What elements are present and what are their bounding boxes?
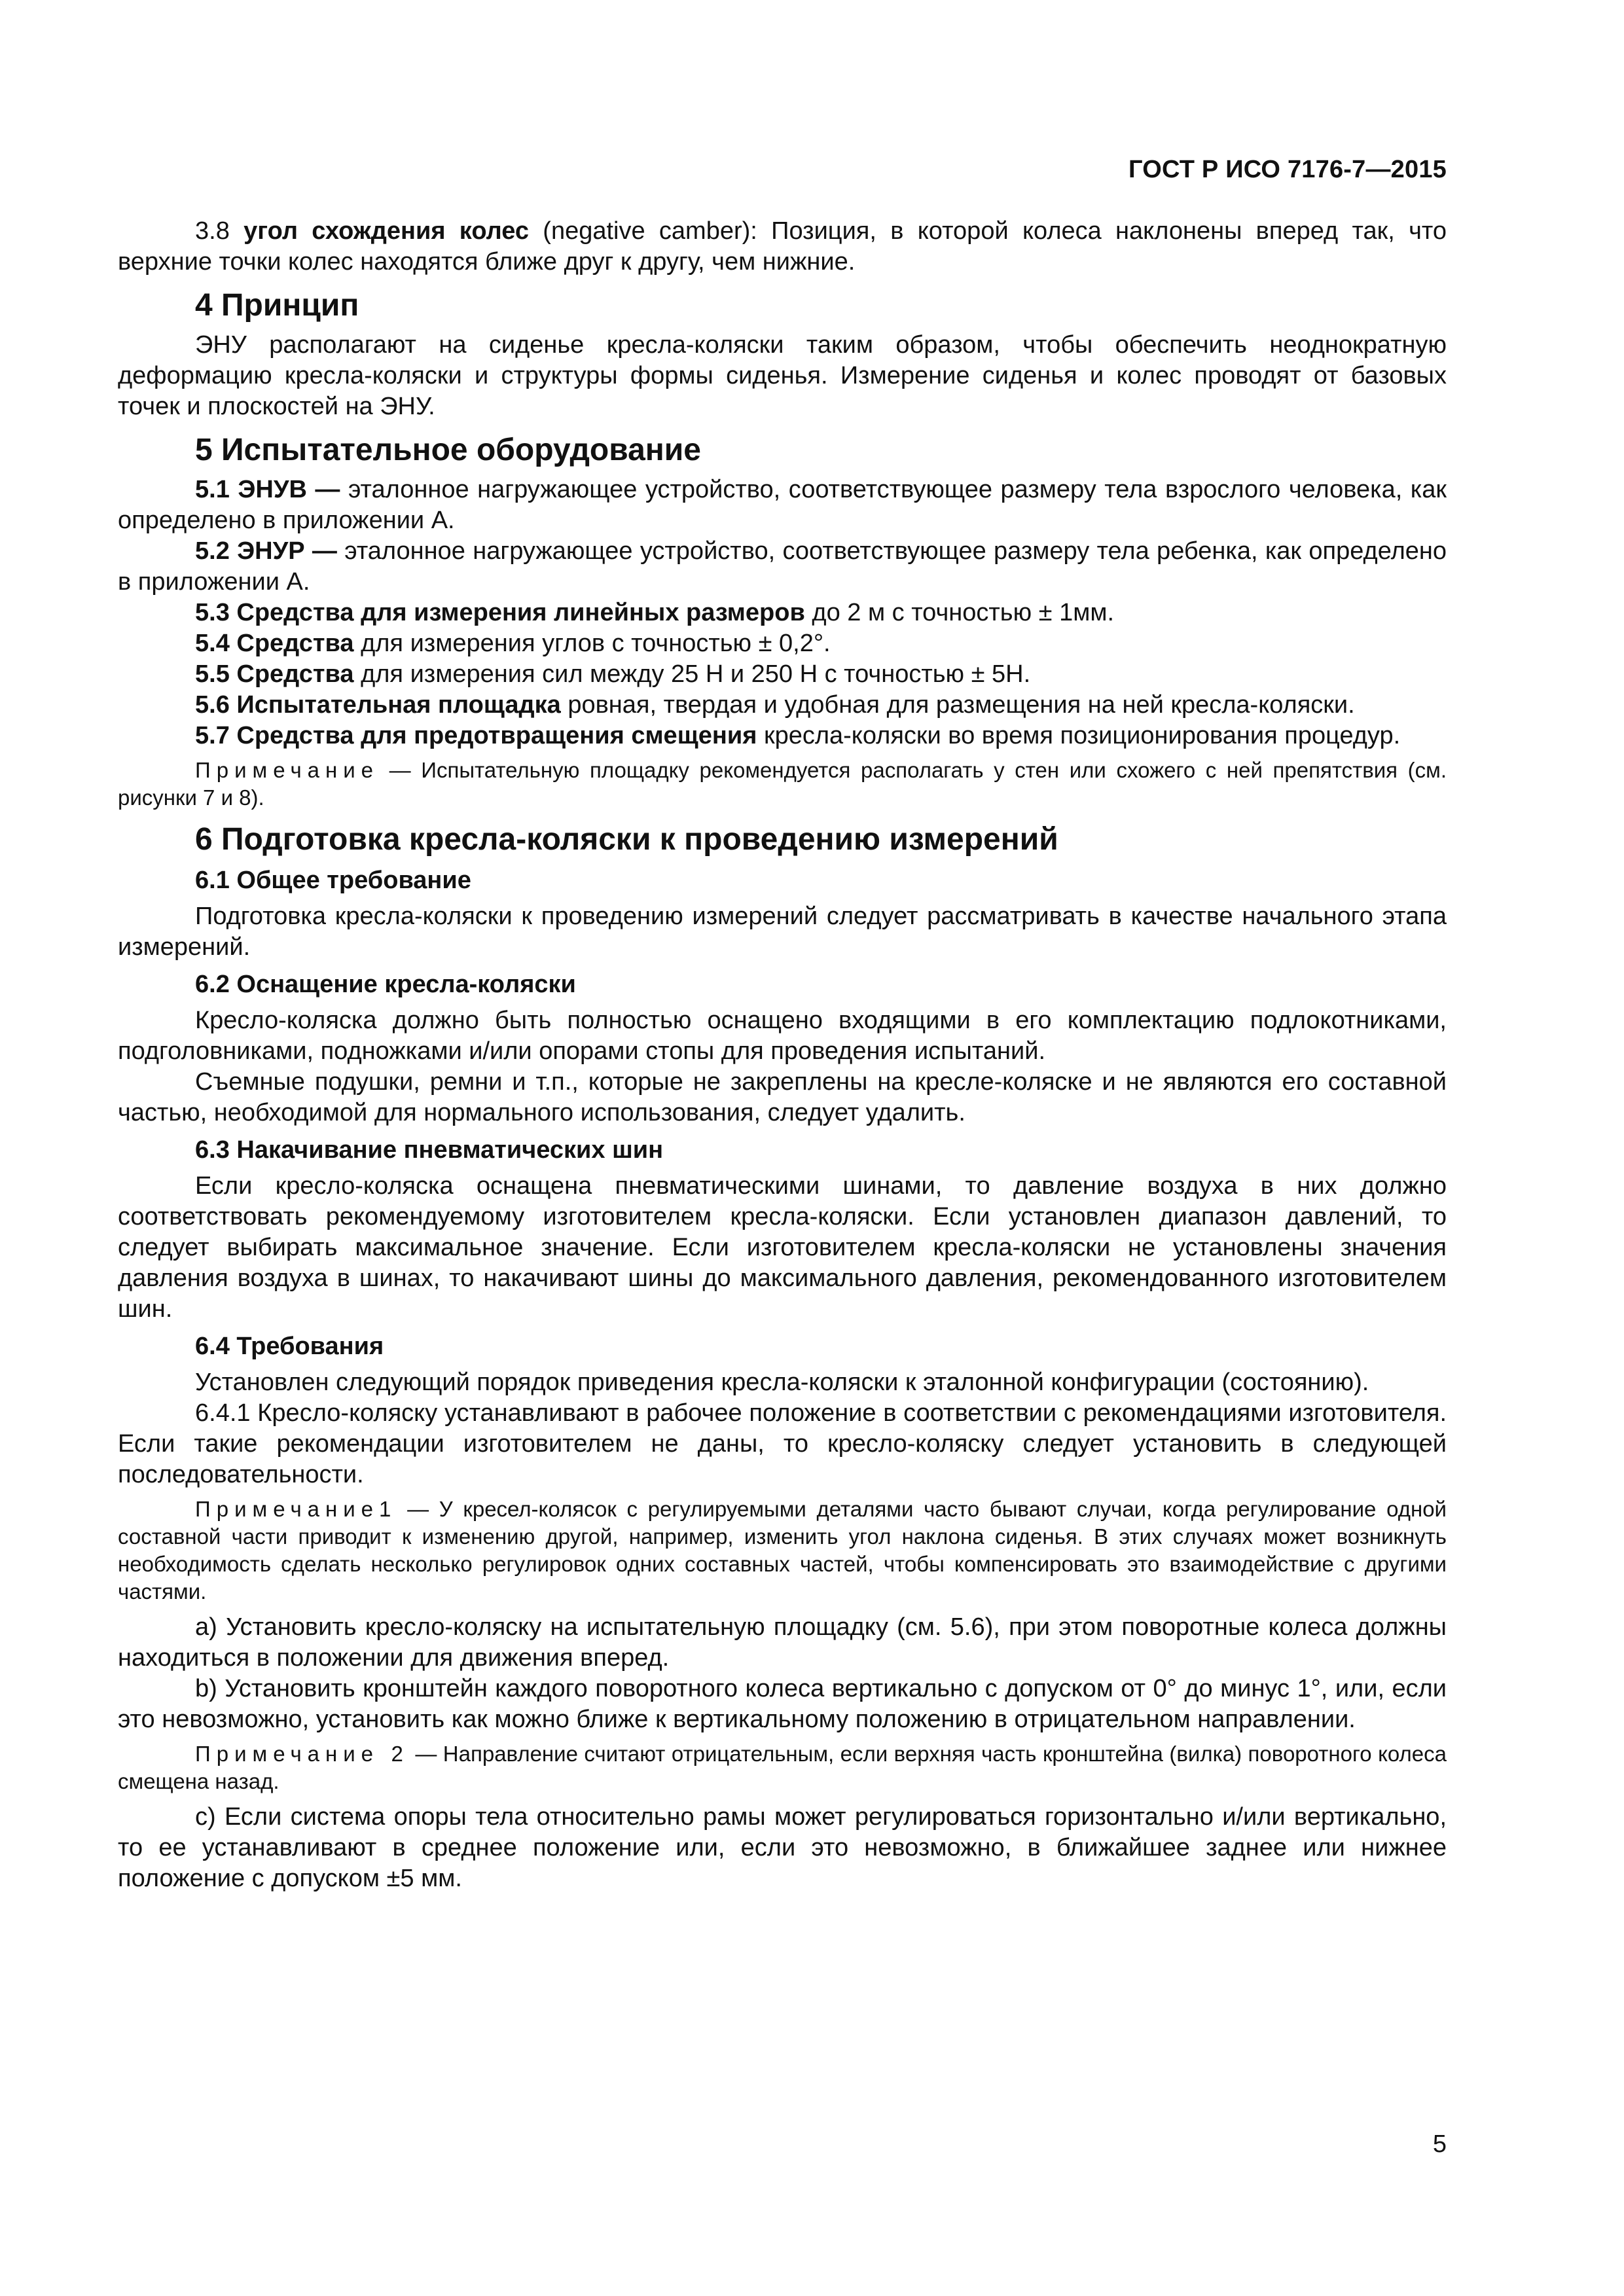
clause-5-4: [118, 628, 1447, 659]
subsection-6-2-text-2: Съемные подушки, ремни и т.п., которые не закреплены на кресле-коляске и не являются его составной частью, необходимой для нормального использования, следует удалить.: [118, 1068, 1447, 1126]
clause-title: 5.2 ЭНУР —: [195, 537, 337, 565]
clause-5-1: [118, 475, 1447, 536]
list-item-c: с) Если система опоры тела относительно рамы может регулироваться горизонтально и/или вертикально, то ее устанавливают в среднее положение или, если это невозможно, в ближайшее заднее или нижнее положение с допуском ±5 мм.: [118, 1803, 1447, 1892]
note-label: Примечание: [195, 758, 380, 782]
clause-title: 5.1 ЭНУВ —: [195, 476, 340, 503]
subsection-6-3-text: Если кресло-коляска оснащена пневматическими шинами, то давление воздуха в них должно соответствовать рекомендуемому изготовителем кресла-коляски. Если установлен диапазон давлений, то следует выбирать максимальное значение. Если изготовителем кресла-коляски не установлены значения давления воздуха в шинах, то накачивают шины до максимального давления, рекомендованного изготовителем шин.: [118, 1172, 1447, 1323]
clause-5-5: [118, 659, 1447, 690]
note-label: Примечание 2: [195, 1742, 409, 1766]
clause-5-3: [118, 598, 1447, 628]
subsection-6-3-heading: 6.3 Накачивание пневматических шин: [195, 1136, 664, 1164]
section-5-heading: 5 Испытательное оборудование: [195, 433, 701, 467]
note-text: — Испытательную площадку рекомендуется располагать у стен или схожего с ней препятствия (см. рисунки 7 и 8).: [118, 758, 1447, 810]
note-text: — У кресел-колясок с регулируемыми деталями часто бывают случаи, когда регулирование одной составной части приводит к изменению другой, например, изменить угол наклона сиденья. В этих случаях может возникнуть необходимость сделать несколько регулировок одних составных частей, чтобы компенсировать это взаимодействие с другими частями.: [118, 1497, 1447, 1604]
clause-5-2: [118, 536, 1447, 598]
clause-5-6: [118, 690, 1447, 721]
note-5: [118, 757, 1447, 812]
list-item-a: а) Установить кресло-коляску на испытательную площадку (см. 5.6), при этом поворотные колеса должны находиться в положении для движения вперед.: [118, 1613, 1447, 1672]
subsection-6-2-heading: 6.2 Оснащение кресла-коляски: [195, 971, 576, 998]
clause-title: 5.3 Средства для измерения линейных размеров: [195, 599, 805, 626]
clause-text: эталонное нагружающее устройство, соответствующее размеру тела ребенка, как определено в приложении А.: [118, 537, 1447, 596]
note-1: [118, 1496, 1447, 1605]
clause-text: для измерения углов с точностью ± 0,2°.: [353, 630, 831, 657]
clause-text: (negative camber): Позиция, в которой колеса наклонены вперед так, что верхние точки колес находятся ближе друг к другу, чем нижние.: [118, 217, 1447, 276]
subsection-6-4-text: Установлен следующий порядок приведения кресла-коляски к эталонной конфигурации (состоянию).: [195, 1369, 1369, 1396]
note-2: [118, 1740, 1447, 1795]
note-text: — Направление считают отрицательным, если верхняя часть кронштейна (вилка) поворотного колеса смещена назад.: [118, 1742, 1447, 1793]
subsection-6-1-heading: 6.1 Общее требование: [195, 867, 471, 894]
clause-title: 5.7 Средства для предотвращения смещения: [195, 722, 757, 749]
clause-number: 3.8: [195, 217, 244, 245]
clause-title: 5.6 Испытательная площадка: [195, 691, 561, 719]
clause-title: 5.5 Средства: [195, 660, 354, 688]
clause-text: до 2 м с точностью ± 1мм.: [804, 599, 1115, 626]
document-header: ГОСТ Р ИСО 7176-7—2015: [1128, 156, 1447, 183]
clause-3-8: [118, 216, 1447, 278]
term: угол схождения колес: [244, 217, 529, 245]
section-4-heading: 4 Принцип: [195, 288, 359, 323]
section-4-text: ЭНУ располагают на сиденье кресла-коляски таким образом, чтобы обеспечить неоднократную деформацию кресла-коляски и структуры формы сиденья. Измерение сиденья и колес проводят от базовых точек и плоскостей на ЭНУ.: [118, 331, 1447, 420]
document-body: [118, 216, 1447, 1894]
clause-5-7: [118, 721, 1447, 751]
subsection-6-2-text-1: Кресло-коляска должно быть полностью оснащено входящими в его комплектацию подлокотниками, подголовниками, подножками и/или опорами стопы для проведения испытаний.: [118, 1007, 1447, 1065]
clause-text: кресла-коляски во время позиционирования процедур.: [757, 722, 1401, 749]
page-number: 5: [1432, 2130, 1447, 2158]
clause-title: 5.4 Средства: [195, 630, 354, 657]
list-item-b: b) Установить кронштейн каждого поворотного колеса вертикально с допуском от 0° до минус 1°, или, если это невозможно, установить как можно ближе к вертикальному положению в отрицательном направлении.: [118, 1675, 1447, 1733]
subsection-6-4-heading: 6.4 Требования: [195, 1333, 384, 1360]
clause-6-4-1: 6.4.1 Кресло-коляску устанавливают в рабочее положение в соответствии с рекомендациями изготовителя. Если такие рекомендации изготовителем не даны, то кресло-коляску следует установить в следующей последовательности.: [118, 1399, 1447, 1488]
clause-text: ровная, твердая и удобная для размещения на ней кресла-коляски.: [560, 691, 1355, 719]
note-label: Примечание1: [195, 1497, 397, 1521]
section-6-heading: 6 Подготовка кресла-коляски к проведению измерений: [195, 822, 1058, 857]
subsection-6-1-text: Подготовка кресла-коляски к проведению измерений следует рассматривать в качестве начального этапа измерений.: [118, 903, 1447, 961]
clause-text: эталонное нагружающее устройство, соответствующее размеру тела взрослого человека, как определено в приложении А.: [118, 476, 1447, 534]
clause-text: для измерения сил между 25 Н и 250 Н с точностью ± 5Н.: [353, 660, 1031, 688]
